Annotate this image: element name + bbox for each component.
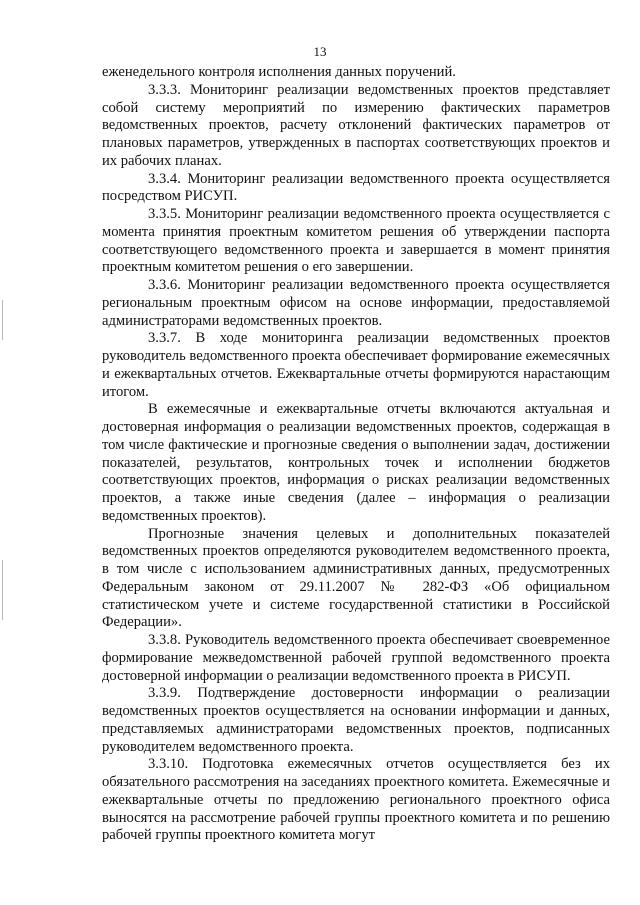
paragraph-3-3-9: 3.3.9. Подтверждение достоверности информации о реализации ведомственных проектов осуществляется на основании информации и данных, представляемых администраторами ведомственных проектов, подписанных руководителем ведомственного проекта.	[102, 685, 610, 755]
paragraph-3-3-10: 3.3.10. Подготовка ежемесячных отчетов осуществляется без их обязательного рассмотрения на заседаниях проектного комитета. Ежемесячные и ежеквартальные отчеты по предложению регионального проектного офиса выносятся на рассмотрение рабочей группы проектного комитета и по решению рабочей группы проектного комитета могут	[102, 756, 610, 844]
paragraph-3-3-3: 3.3.3. Мониторинг реализации ведомственных проектов представляет собой систему мероприятий по измерению фактических параметров ведомственных проектов, расчету отклонений фактических параметров от плановых параметров, утвержденных в паспортах соответствующих проектов и их рабочих планах.	[102, 81, 610, 169]
paragraph-report-contents: В ежемесячные и ежеквартальные отчеты включаются актуальная и достоверная информация о реализации ведомственных проектов, содержащая в том числе фактические и прогнозные сведения о выполнении задач, достижении показателей, результатов, контрольных точек и исполнении бюджетов соответствующих проектов, информация о рисках реализации ведомственных проектов, а также иные сведения (далее – информация о реализации ведомственных проектов).	[102, 401, 610, 524]
paragraph-3-3-8: 3.3.8. Руководитель ведомственного проекта обеспечивает своевременное формирование межведомственной рабочей группой ведомственного проекта достоверной информации о реализации ведомственного проекта в РИСУП.	[102, 632, 610, 684]
paragraph-forecast-values: Прогнозные значения целевых и дополнительных показателей ведомственных проектов определяются руководителем ведомственного проекта, в том числе с использованием административных данных, предусмотренных Федеральным законом от 29.11.2007 № 282-ФЗ «Об официальном статистическом учете и системе государственной статистики в Российской Федерации».	[102, 525, 610, 631]
paragraph-3-3-4: 3.3.4. Мониторинг реализации ведомственного проекта осуществляется посредством РИСУП.	[102, 170, 610, 205]
paragraph-continuation: еженедельного контроля исполнения данных поручений.	[102, 64, 456, 80]
paragraph-3-3-6: 3.3.6. Мониторинг реализации ведомственного проекта осуществляется региональным проектным офисом на основе информации, предоставляемой администраторами ведомственных проектов.	[102, 277, 610, 329]
page-number: 13	[313, 44, 327, 59]
document-body	[102, 64, 610, 845]
paragraph-3-3-7: 3.3.7. В ходе мониторинга реализации ведомственных проектов руководитель ведомственного проекта обеспечивает формирование ежемесячных и ежеквартальных отчетов. Ежеквартальные отчеты формируются нарастающим итогом.	[102, 330, 610, 400]
scan-margin-mark	[2, 560, 3, 620]
scan-margin-mark	[2, 300, 3, 340]
paragraph-3-3-5: 3.3.5. Мониторинг реализации ведомственного проекта осуществляется с момента принятия проектным комитетом решения об утверждении паспорта соответствующего ведомственного проекта и завершается в момент принятия проектным комитетом решения о его завершении.	[102, 206, 610, 276]
